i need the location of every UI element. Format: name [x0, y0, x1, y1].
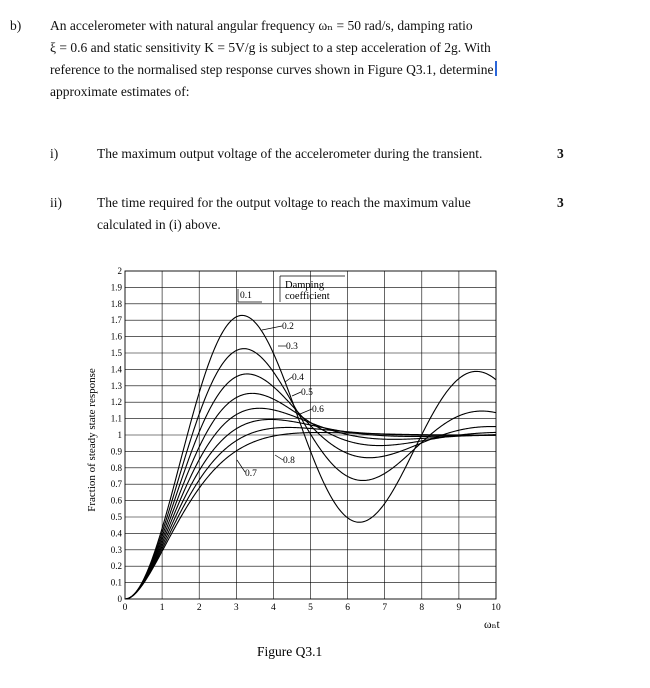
y-tick-label: 2	[117, 266, 122, 276]
y-tick-label: 0	[117, 594, 122, 604]
y-tick-label: 0.8	[110, 462, 122, 473]
y-tick-label: 1.3	[110, 380, 122, 391]
x-tick-label: 0	[122, 603, 128, 613]
y-tick-label: 0.4	[110, 528, 122, 539]
y-tick-label: 0.7	[110, 479, 122, 490]
curve-label: 0.3	[286, 342, 298, 352]
y-tick-label: 1.5	[110, 348, 122, 358]
y-tick-label: 1.9	[110, 282, 122, 293]
question-line: An accelerometer with natural angular frequency ωₙ = 50 rad/s, damping ratio	[50, 18, 473, 33]
curve-label: 0.7	[245, 469, 257, 479]
curve-label: 0.2	[282, 322, 294, 332]
leader-line	[275, 455, 283, 460]
x-tick-label: 6	[345, 603, 350, 613]
part-i-label: i)	[50, 146, 59, 161]
part-ii-label: ii)	[50, 195, 62, 210]
part-ii-line: calculated in (i) above.	[97, 217, 221, 232]
y-tick-label: 0.5	[110, 512, 122, 522]
leader-line	[262, 326, 282, 330]
x-tick-label: 10	[491, 603, 501, 613]
curve-label: 0.4	[292, 373, 304, 383]
x-axis-label: ωₙt	[484, 619, 500, 631]
x-tick-label: 5	[308, 603, 313, 613]
y-tick-label: 1.1	[110, 413, 122, 424]
y-tick-label: 1.4	[110, 364, 122, 375]
curve-label: 0.5	[301, 388, 313, 398]
y-tick-label: 0.9	[110, 446, 122, 457]
x-tick-label: 9	[456, 603, 462, 613]
leader-line	[285, 377, 292, 382]
y-tick-label: 1.8	[110, 298, 122, 309]
chart-labels	[237, 276, 345, 479]
part-i-marks: 3	[557, 146, 564, 161]
x-tick-label: 4	[271, 603, 276, 613]
x-tick-label: 7	[382, 603, 388, 613]
y-tick-label: 1.2	[110, 397, 122, 408]
legend-title-line-2: coefficient	[285, 291, 330, 302]
question-line: reference to the normalised step response curves shown in Figure Q3.1, determine	[50, 59, 550, 81]
part-i-text: The maximum output voltage of the accelerometer during the transient.	[97, 146, 483, 161]
part-ii-marks: 3	[557, 195, 564, 210]
leader-line	[292, 392, 301, 396]
x-tick-label: 8	[419, 603, 425, 613]
y-axis-label: Fraction of steady state response	[86, 368, 98, 512]
y-tick-label: 1	[117, 430, 122, 440]
legend-title-line-1: Damping	[285, 280, 325, 291]
y-tick-label: 0.6	[110, 495, 122, 506]
leader-line	[237, 460, 245, 472]
part-ii-line: The time required for the output voltage to reach the maximum value	[97, 195, 471, 210]
figure-caption: Figure Q3.1	[257, 644, 323, 659]
question-line: ξ = 0.6 and static sensitivity K = 5V/g is subject to a step acceleration of 2g. With	[50, 40, 491, 55]
y-tick-label: 0.1	[110, 577, 122, 588]
y-tick-label: 0.3	[110, 544, 122, 555]
y-tick-label: 1.6	[110, 331, 122, 342]
x-tick-label: 2	[196, 603, 202, 613]
curve-label: 0.8	[283, 456, 295, 466]
curve-label: 0.1	[240, 291, 252, 301]
x-tick-label: 1	[159, 603, 165, 613]
question-line: approximate estimates of:	[50, 84, 190, 99]
y-tick-label: 0.2	[110, 561, 122, 572]
y-tick-label: 1.7	[110, 315, 122, 326]
x-tick-label: 3	[233, 603, 239, 613]
curve-label: 0.6	[312, 405, 324, 415]
question-label: b)	[10, 18, 22, 33]
